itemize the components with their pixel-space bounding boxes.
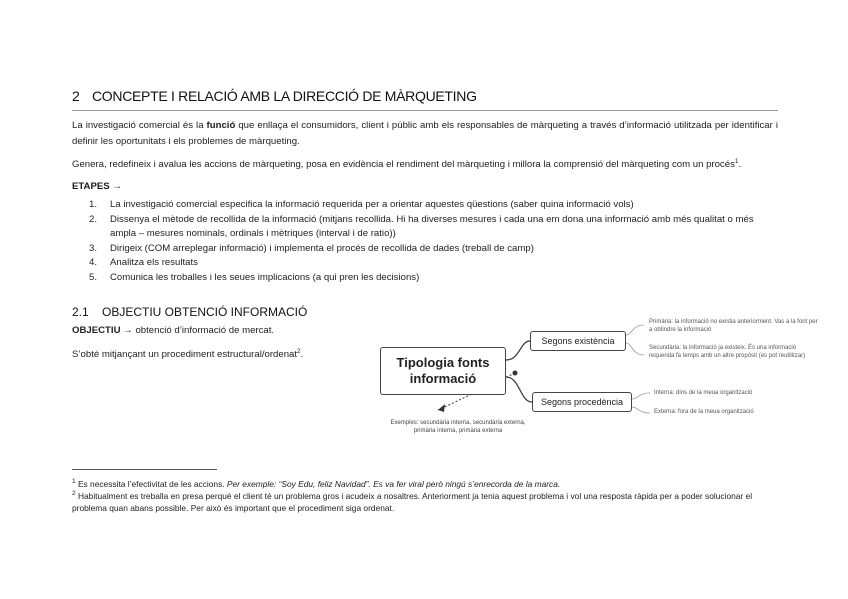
footnote-mark: 1 xyxy=(72,478,76,485)
footnote-italic-text: Per exemple: “Soy Edu, feliz Navidad”. Es va fer viral però ningú s’enrecorda de la marca. xyxy=(226,478,561,489)
connector-leaf2 xyxy=(626,343,644,355)
mindmap-bottom-note: Exemples: secundària interna, secundària externa, primària interna, primària externa xyxy=(390,420,526,434)
obte-end: . xyxy=(300,349,304,361)
section-number: 2 xyxy=(72,88,80,104)
mindmap-node-existencia: Segons existència xyxy=(530,331,626,351)
footnote-2 xyxy=(72,488,778,514)
footnote-mark: 2 xyxy=(72,490,76,497)
list-text: Dissenya el mètode de recollida de la informació (mitjans recollida. Hi ha diverses mesures i cada una em dona una informació amb més qualitat o més ampla – mesures nominals, ordinals i mètriques (interval i de ratio)) xyxy=(110,213,754,239)
objectiu-line xyxy=(72,325,274,336)
mindmap-leaf-interna: Interna: dins de la meua organització xyxy=(654,390,753,396)
paragraph-text: que enllaça el consumidors, client i públic amb els responsables de màrqueting a través d’informació utilitzada per identificar i definir les oportunitats i els problemes de màrqueting. xyxy=(72,120,778,147)
paragraph-text: Genera, redefineix i avalua les accions de màrqueting, posa en evidència el rendiment del màrqueting i millora la comprensió del màrqueting com un procés xyxy=(72,159,735,171)
list-text: Dirigeix (COM arreplegar informació) i implementa el procés de recollida de dades (treball de camp) xyxy=(110,242,534,254)
list-number: 1. xyxy=(89,199,98,210)
paragraph-generates xyxy=(72,154,778,173)
connector-arrowhead xyxy=(438,404,445,412)
mindmap-node-procedencia: Segons procedència xyxy=(532,392,632,412)
list-text: La investigació comercial especifica la informació requerida per a orientar aquestes qüestions (saber quina informació vols) xyxy=(110,199,634,210)
section-heading xyxy=(72,88,778,111)
objectiu-text: obtenció d’informació de mercat. xyxy=(132,325,275,336)
mindmap-leaf-externa: Externa: fora de la meua organització xyxy=(654,409,754,415)
list-text: Analitza els resultats xyxy=(110,257,198,268)
paragraph-text: . xyxy=(738,159,742,171)
list-item xyxy=(72,198,778,213)
mindmap-leaf-secundaria: Secundària: la informació ja existeix. És una informació requerida fa temps amb un altre propòsit (es pot reutilitzar) xyxy=(649,345,806,359)
connector-leaf3 xyxy=(632,393,650,399)
footnote-ref-1[interactable]: 1 xyxy=(734,158,739,165)
connector-existencia xyxy=(506,341,530,360)
steps-list xyxy=(72,198,778,285)
list-item xyxy=(72,271,778,286)
connector-leaf4 xyxy=(632,407,650,413)
subsection-number: 2.1 xyxy=(72,305,89,319)
footnote-text: Habitualment es treballa en presa perquè el client té un problema gros i acudeix a nosaltres. Anteriorment ja tenia aquest problema i vol una resposta ràpida per a poder solucionar el problema quan abans possible. Per això és important que el procediment siga ordenat. xyxy=(72,490,753,513)
objectiu-label: OBJECTIU → xyxy=(72,325,133,336)
connector-procedencia xyxy=(506,377,532,402)
section-title: CONCEPTE I RELACIÓ AMB LA DIRECCIÓ DE MÀRQUETING xyxy=(92,88,477,104)
list-number: 2. xyxy=(89,213,98,225)
list-number: 3. xyxy=(89,242,98,254)
footnote-divider xyxy=(72,469,217,470)
mindmap-central-node: Tipologia fonts informació xyxy=(380,347,506,395)
subsection-heading xyxy=(72,305,307,319)
list-item xyxy=(72,213,778,242)
list-text: Comunica les troballes i les seues implicacions (a qui pren les decisions) xyxy=(110,271,420,283)
obte-line xyxy=(72,348,303,360)
list-number: 5. xyxy=(89,271,98,283)
footnote-ref-2[interactable]: 2 xyxy=(297,348,301,355)
etapes-label: ETAPES → xyxy=(72,181,122,192)
subsection-title: OBJECTIU OBTENCIÓ INFORMACIÓ xyxy=(102,305,308,319)
list-item xyxy=(72,242,778,257)
paragraph-text: La investigació comercial és la xyxy=(72,120,207,131)
mindmap-leaf-primaria: Primària: la informació no existia anteriorment. Vas a la font per a obtindre la informació xyxy=(649,319,818,333)
connector-dot xyxy=(513,371,518,376)
footnote-text: Es necessita l’efectivitat de les accions. xyxy=(75,478,227,489)
obte-text: S’obté mitjançant un procediment estructural/ordenat xyxy=(72,349,298,361)
list-number: 4. xyxy=(89,257,98,268)
paragraph-definition xyxy=(72,118,778,150)
bold-term: funció xyxy=(206,120,236,131)
connector-leaf1 xyxy=(626,325,644,335)
list-item xyxy=(72,256,778,271)
